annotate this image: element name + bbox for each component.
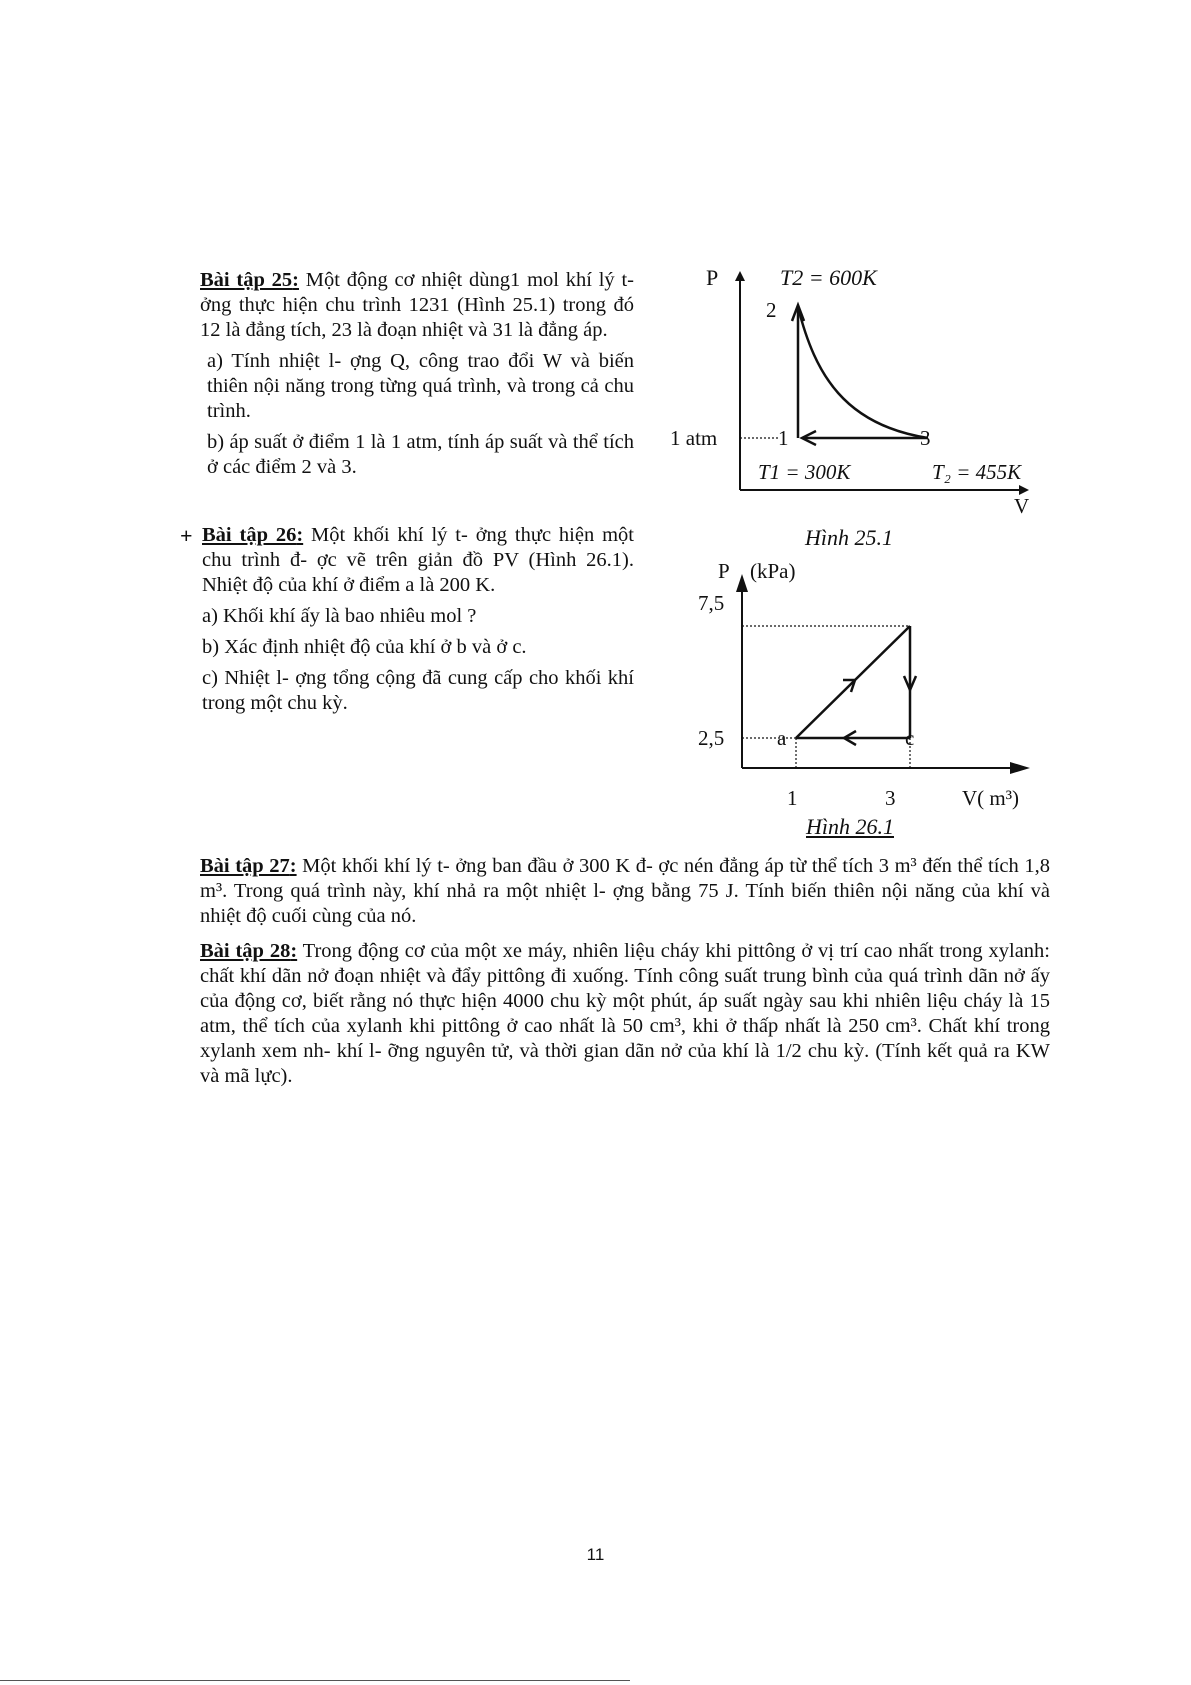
fig26-v-axis-arrow — [1010, 762, 1030, 774]
fig26-point-a: a — [777, 726, 787, 750]
exercise-25-intro: Bài tập 25: Một động cơ nhiệt dùng1 mol khí lý t- ởng thực hiện chu trình 1231 (Hình 25.1) trong đó 12 là đẳng tích, 23 là đoạn nhiệt và 31 là đẳng áp. — [200, 269, 634, 341]
fig25-1atm-label: 1 atm — [670, 426, 718, 450]
fig26-caption: Hình 26.1 — [806, 814, 894, 838]
fig26-x-1: 1 — [787, 786, 798, 810]
exercise-28 — [200, 939, 1050, 1095]
fig25-t2b-label: T₂ = 455K — [932, 460, 1022, 484]
fig26-unit-label: (kPa) — [750, 559, 796, 583]
fig26-p-axis-arrow — [736, 574, 748, 592]
fig25-t1-label: T1 = 300K — [758, 460, 851, 484]
fig25-t2-label: T2 = 600K — [780, 265, 877, 290]
margin-plus-marker: + — [180, 523, 193, 548]
exercise-26-part-a: a) Khối khí ấy là bao nhiêu mol ? — [202, 605, 477, 627]
fig26-x-3: 3 — [885, 786, 896, 810]
exercise-25-part-b: b) áp suất ở điểm 1 là 1 atm, tính áp suất và thể tích ở các điểm 2 và 3. — [207, 431, 634, 478]
exercise-26-intro: Bài tập 26: Một khối khí lý t- ởng thực hiện một chu trình đ- ợc vẽ trên giản đồ PV (Hình 26.1). Nhiệt độ của khí ở điểm a là 200 K. — [202, 524, 634, 596]
footer-rule — [0, 1680, 600, 1681]
figure-26-1 — [680, 548, 1100, 838]
exercise-26-intro-text: Một khối khí lý t- ởng thực hiện một chu trình đ- ợc vẽ trên giản đồ PV (Hình 26.1). Nhiệt độ của khí ở điểm a là 200 K. — [202, 524, 634, 596]
page-number: 11 — [586, 1545, 605, 1564]
exercise-28-text: Trong động cơ của một xe máy, nhiên liệu cháy khi pittông ở vị trí cao nhất trong xylanh: chất khí dãn nở đoạn nhiệt và đẩy pittông đi xuống. Tính công suất trung bình của quá trình dãn nở ấy của động cơ, biết rằng nó thực hiện 4000 chu kỳ một phút, áp suất ngày sau khi nhiên liệu cháy là 15 atm, thể tích của xylanh khi pittông ở cao nhất là 50 cm³, khi ở thấp nhất là 250 cm³. Chất khí trong xylanh xem nh- khí l- ỡng nguyên tử, và thời gian dãn nở của khí là 1/2 chu kỳ. (Tính kết quả ra KW và mã lực). — [200, 940, 1050, 1087]
fig26-y-hi: 7,5 — [698, 591, 725, 615]
fig25-p-label: P — [706, 265, 719, 290]
exercise-25 — [200, 268, 634, 486]
exercise-27 — [200, 854, 1050, 935]
exercise-26-part-b: b) Xác định nhiệt độ của khí ở b và ở c. — [202, 636, 527, 658]
exercise-28-body: Bài tập 28: Trong động cơ của một xe máy, nhiên liệu cháy khi pittông ở vị trí cao nhất trong xylanh: chất khí dãn nở đoạn nhiệt và đẩy pittông đi xuống. Tính công suất trung bình của quá trình dãn nở ấy của động cơ, biết rằng nó thực hiện 4000 chu kỳ một phút, áp suất ngày sau khi nhiên liệu cháy là 15 atm, thể tích của xylanh khi pittông ở cao nhất là 50 cm³, khi ở thấp nhất là 250 cm³. Chất khí trong xylanh xem nh- khí l- ỡng nguyên tử, và thời gian dãn nở của khí là 1/2 chu kỳ. (Tính kết quả ra KW và mã lực). — [200, 940, 1050, 1087]
exercise-27-text: Một khối khí lý t- ởng ban đầu ở 300 K đ- ợc nén đẳng áp từ thể tích 3 m³ đến thể tích 1,8 m³. Trong quá trình này, khí nhả ra một nhiệt l- ợng bằng 75 J. Tính biến thiên nội năng của khí và nhiệt độ cuối cùng của nó. — [200, 855, 1050, 927]
fig25-point-2: 2 — [766, 298, 777, 322]
exercise-26-title: Bài tập 26 — [202, 524, 297, 546]
fig25-point-1: 1 — [778, 426, 789, 450]
fig26-point-c: c — [905, 726, 915, 750]
exercise-25-title: Bài tập 25 — [200, 269, 293, 291]
fig26-y-lo: 2,5 — [698, 726, 725, 750]
footer-rule-short — [600, 1680, 630, 1681]
exercise-25-intro-text: Một động cơ nhiệt dùng1 mol khí lý t- ởng thực hiện chu trình 1231 (Hình 25.1) trong đó 12 là đẳng tích, 23 là đoạn nhiệt và 31 là đẳng áp. — [200, 269, 634, 341]
fig25-adiabatic-23 — [798, 307, 928, 438]
fig26-p-label: P — [718, 559, 730, 583]
exercise-28-title: Bài tập 28 — [200, 940, 291, 962]
fig26-path-ab — [796, 626, 910, 738]
exercise-27-body: Bài tập 27: Một khối khí lý t- ởng ban đầu ở 300 K đ- ợc nén đẳng áp từ thể tích 3 m³ đến thể tích 1,8 m³. Trong quá trình này, khí nhả ra một nhiệt l- ợng bằng 75 J. Tính biến thiên nội năng của khí và nhiệt độ cuối cùng của nó. — [200, 855, 1050, 927]
fig25-caption: Hình 25.1 — [805, 525, 893, 545]
fig26-v-label: V( m³) — [962, 786, 1020, 810]
exercise-26 — [202, 523, 634, 722]
exercise-27-title: Bài tập 27 — [200, 855, 290, 877]
fig25-v-label: V — [1014, 494, 1030, 518]
exercise-26-part-c: c) Nhiệt l- ợng tổng cộng đã cung cấp cho khối khí trong một chu kỳ. — [202, 667, 634, 714]
exercise-25-part-a: a) Tính nhiệt l- ợng Q, công trao đổi W và biến thiên nội năng trong từng quá trình, và trong cả chu trình. — [207, 350, 634, 422]
figure-25-1 — [670, 265, 1090, 545]
fig25-point-3: 3 — [920, 426, 931, 450]
